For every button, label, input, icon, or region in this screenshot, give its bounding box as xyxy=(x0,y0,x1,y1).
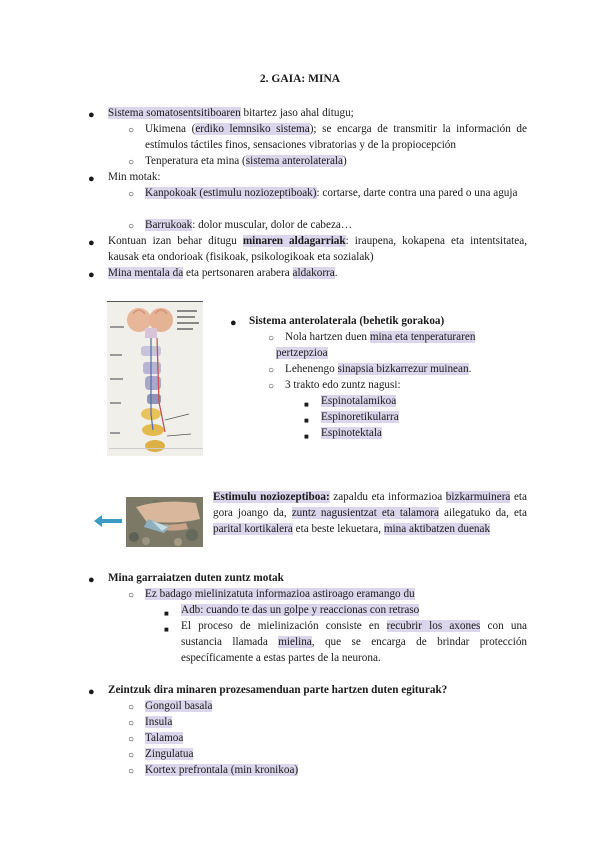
bullet-icon: ● xyxy=(88,574,95,586)
list-item: Insula xyxy=(145,716,173,728)
list-item: Kanpokoak (estimulu noziozeptiboak): cortarse, darte contra una pared o una aguja xyxy=(145,187,518,199)
page-title: 2. GAIA: MINA xyxy=(259,73,341,85)
square-bullet-icon: ■ xyxy=(164,609,169,618)
list-item: 3 trakto edo zuntz nagusi: xyxy=(285,379,401,391)
section-heading: Mina garraiatzen duten zuntz motak xyxy=(108,572,284,584)
list-item: Sistema somatosentsitiboaren bitartez jaso ahal ditugu; xyxy=(108,107,354,119)
circle-bullet-icon: ○ xyxy=(128,750,135,761)
bullet-icon: ● xyxy=(88,237,95,249)
nociceptive-stimulus-photo xyxy=(126,497,203,547)
bullet-icon: ● xyxy=(230,317,237,329)
square-bullet-icon: ■ xyxy=(304,416,309,425)
circle-bullet-icon: ○ xyxy=(128,125,135,136)
list-item: Adb: cuando te das un golpe y reaccionas con retraso xyxy=(181,604,420,616)
stimulus-paragraph: Estimulu noziozeptiboa: zapaldu eta informazioa bizkarmuinera eta gora joango da, zuntz nagusientzat eta talamora ailegatuko da, eta parital kortikalera eta beste lekuetara, mina aktibatzen duenak xyxy=(213,491,527,535)
circle-bullet-icon: ○ xyxy=(268,333,275,344)
list-item: Mina mentala da eta pertsonaren arabera aldakorra. xyxy=(108,267,338,279)
section-heading: Sistema anterolaterala (behetik gorakoa) xyxy=(249,315,445,327)
list-item: Espinoretikularra xyxy=(321,411,399,423)
list-item: El proceso de mielinización consiste en recubrir los axones con una sustancia llamada mielina, que se encarga de brindar protección específicamente a estas partes de la neurona. xyxy=(181,620,528,664)
list-item: Kortex prefrontala (min kronikoa) xyxy=(145,764,299,776)
left-arrow-icon xyxy=(93,514,123,528)
list-item: Min motak: xyxy=(108,171,161,183)
list-item: Lehenengo sinapsia bizkarrezur muinean. xyxy=(285,363,472,375)
circle-bullet-icon: ○ xyxy=(128,157,135,168)
circle-bullet-icon: ○ xyxy=(268,365,275,376)
circle-bullet-icon: ○ xyxy=(268,381,275,392)
bullet-icon: ● xyxy=(88,109,95,121)
square-bullet-icon: ■ xyxy=(304,400,309,409)
list-item-continuation: pertzepzioa xyxy=(276,347,328,359)
list-item: Tenperatura eta mina (sistema anterolaterala) xyxy=(145,155,347,167)
section-heading: Zeintzuk dira minaren prozesamenduan parte hartzen duten egiturak? xyxy=(108,684,448,696)
list-item: Barrukoak: dolor muscular, dolor de cabeza… xyxy=(145,219,353,231)
circle-bullet-icon: ○ xyxy=(128,590,135,601)
list-item: Gongoil basala xyxy=(145,700,213,712)
list-item: Nola hartzen duen mina eta tenperaturaren xyxy=(285,331,476,343)
bullet-icon: ● xyxy=(88,269,95,281)
list-item: Espinotektala xyxy=(321,427,382,439)
bullet-icon: ● xyxy=(88,173,95,185)
square-bullet-icon: ■ xyxy=(304,432,309,441)
circle-bullet-icon: ○ xyxy=(128,734,135,745)
square-bullet-icon: ■ xyxy=(164,625,169,634)
circle-bullet-icon: ○ xyxy=(128,718,135,729)
circle-bullet-icon: ○ xyxy=(128,702,135,713)
circle-bullet-icon: ○ xyxy=(128,766,135,777)
bullet-icon: ● xyxy=(88,686,95,698)
list-item: Talamoa xyxy=(145,732,184,744)
circle-bullet-icon: ○ xyxy=(128,189,135,200)
list-item: Ukimena (erdiko lemnsiko sistema); se encarga de transmitir la información de estímulos táctiles finos, sensaciones vibratorias y de la propiocepción xyxy=(145,123,527,151)
anterolateral-system-figure xyxy=(107,301,203,456)
list-item: Kontuan izan behar ditugu minaren aldagarriak: iraupena, kokapena eta intentsitatea, kausak eta ondorioak (fisikoak, psikologikoak eta sozialak) xyxy=(108,235,527,263)
list-item: Ez badago mielinizatuta informazioa astiroago eramango du xyxy=(145,588,415,600)
list-item: Espinotalamikoa xyxy=(321,395,397,407)
list-item: Zingulatua xyxy=(145,748,194,760)
circle-bullet-icon: ○ xyxy=(128,221,135,232)
